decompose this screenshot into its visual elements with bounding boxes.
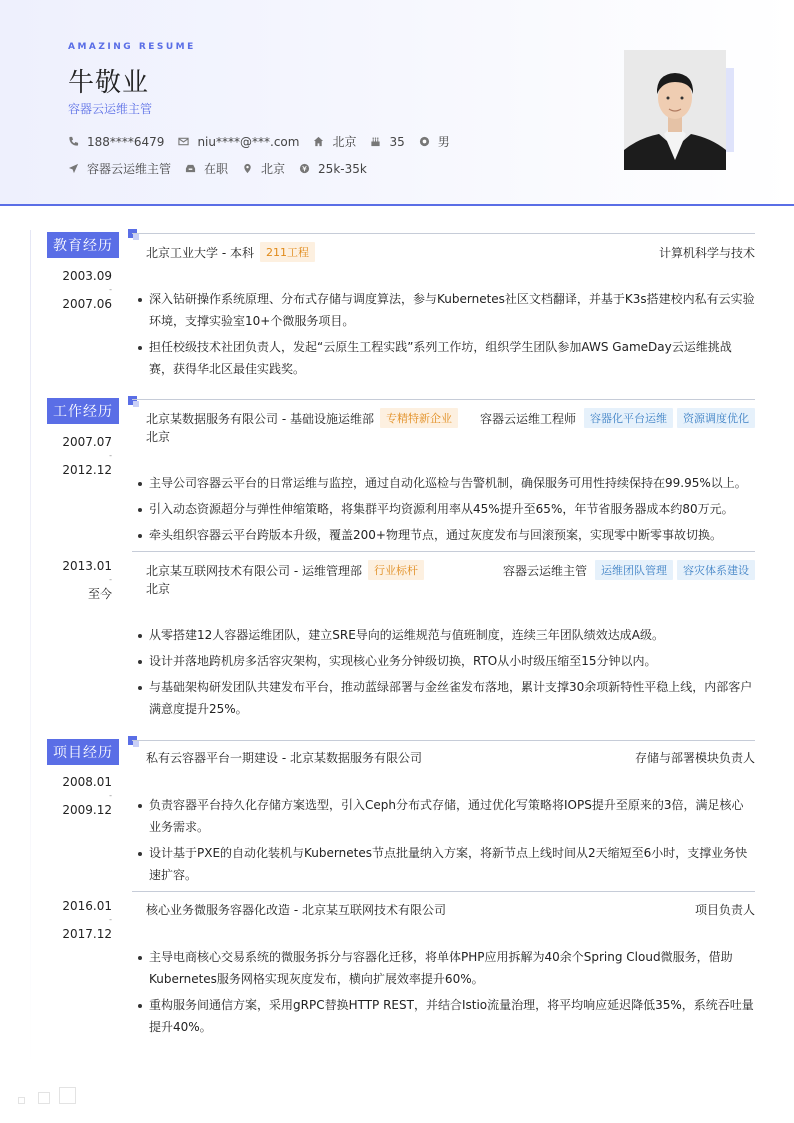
work-date-1: 2007.07 - 2012.12	[62, 435, 112, 477]
section-divider	[132, 233, 755, 234]
salary-info	[299, 162, 367, 176]
entry-divider	[132, 551, 755, 552]
footer-decoration	[18, 1097, 25, 1104]
list-item: 主导公司容器云平台的日常运维与监控，通过自动化巡检与告警机制，确保服务可用性持续保持在99.95%以上。	[137, 472, 755, 494]
cake-icon	[370, 136, 381, 147]
candidate-title: 容器云运维主管	[68, 102, 153, 116]
list-item: 担任校级技术社团负责人，发起“云原生工程实践”系列工作坊，组织学生团队参加AWS GameDay云运维挑战赛，获得华北区最佳实践奖。	[137, 336, 755, 380]
home-icon	[313, 136, 324, 147]
phone-icon	[68, 136, 79, 147]
gender-info	[419, 133, 450, 150]
target-position: 容器云运维主管	[87, 162, 172, 176]
hometown: 北京	[332, 135, 357, 149]
project-bullets-1	[137, 794, 755, 890]
section-title-projects: 项目经历	[47, 739, 119, 765]
project-entry-header-1	[146, 749, 755, 766]
skill-tag: 容器化平台运维	[584, 408, 673, 428]
resume-header	[0, 0, 794, 206]
project-name: 核心业务微服务容器化改造 - 北京某互联网技术有限公司	[146, 903, 446, 917]
expected-salary: 25k-35k	[318, 161, 367, 176]
phone-info	[68, 135, 164, 149]
age: 35	[389, 134, 405, 149]
work-city: 北京	[146, 582, 171, 596]
project-name: 私有云容器平台一期建设 - 北京某数据服务有限公司	[146, 751, 422, 765]
company-name: 北京某数据服务有限公司 - 基础设施运维部	[146, 411, 374, 426]
education-bullets	[137, 288, 755, 384]
work-entry-header-1	[146, 408, 755, 428]
project-role: 存储与部署模块负责人	[634, 751, 755, 765]
age-info	[370, 135, 404, 149]
target-city: 北京	[261, 162, 286, 176]
footer-decoration	[38, 1092, 50, 1104]
project-date-1: 2008.01 - 2009.12	[62, 775, 112, 817]
section-marker	[128, 396, 137, 405]
salary-icon	[299, 163, 310, 174]
list-item: 主导电商核心交易系统的微服务拆分与容器化迁移，将单体PHP应用拆解为40余个Spring Cloud微服务，借助Kubernetes服务网格实现灰度发布，横向扩展效率提升60%。	[137, 946, 755, 990]
work-date-2: 2013.01 - 至今	[62, 559, 112, 601]
school-name: 北京工业大学 - 本科	[146, 245, 254, 260]
list-item: 设计并落地跨机房多活容灾架构，实现核心业务分钟级切换，RTO从小时级压缩至15分钟以内。	[137, 650, 755, 672]
company-badge: 行业标杆	[368, 560, 424, 580]
skill-tag: 容灾体系建设	[677, 560, 755, 580]
job-role: 容器云运维主管	[502, 563, 587, 578]
send-icon	[68, 163, 79, 174]
project-date-2: 2016.01 - 2017.12	[62, 899, 112, 941]
email-info	[178, 135, 299, 149]
work-bullets-1	[137, 472, 755, 550]
project-role: 项目负责人	[694, 903, 755, 917]
target-city-info	[242, 160, 285, 177]
education-entry-header	[146, 242, 755, 262]
list-item: 牵头组织容器云平台跨版本升级，覆盖200+物理节点，通过灰度发布与回滚预案，实现零中断零事故切换。	[137, 524, 755, 546]
section-title-education: 教育经历	[47, 232, 119, 258]
location-pin-icon	[242, 163, 253, 174]
mail-icon	[178, 136, 189, 147]
gender: 男	[437, 135, 450, 149]
company-name: 北京某互联网技术有限公司 - 运维管理部	[146, 563, 362, 578]
section-divider	[132, 399, 755, 400]
employment-status: 在职	[204, 162, 229, 176]
profile-photo	[624, 50, 726, 170]
phone-number: 188****6479	[87, 134, 165, 149]
skill-tag: 资源调度优化	[677, 408, 755, 428]
gender-icon	[419, 136, 430, 147]
school-badge: 211工程	[260, 242, 315, 262]
target-position-info	[68, 160, 171, 177]
skill-tag: 运维团队管理	[595, 560, 673, 580]
list-item: 深入钻研操作系统原理、分布式存储与调度算法，参与Kubernetes社区文档翻译，并基于K3s搭建校内私有云实验环境，支撑实验室10+个微服务项目。	[137, 288, 755, 332]
inbox-icon	[185, 163, 196, 174]
project-bullets-2	[137, 946, 755, 1042]
side-decoration-line	[30, 230, 31, 1070]
job-info-row	[68, 160, 381, 177]
education-date: 2003.09 - 2007.06	[62, 269, 112, 311]
footer-decoration	[59, 1087, 76, 1104]
work-bullets-2	[137, 624, 755, 724]
major: 计算机科学与技术	[658, 245, 755, 260]
section-divider	[132, 740, 755, 741]
job-role: 容器云运维工程师	[479, 411, 576, 426]
list-item: 从零搭建12人容器运维团队，建立SRE导向的运维规范与值班制度，连续三年团队绩效达成A级。	[137, 624, 755, 646]
candidate-name: 牛敬业	[68, 68, 150, 98]
entry-divider	[132, 891, 755, 892]
list-item: 引入动态资源超分与弹性伸缩策略，将集群平均资源利用率从45%提升至65%，年节省服务器成本约80万元。	[137, 498, 755, 520]
work-city: 北京	[146, 430, 171, 444]
project-entry-header-2	[146, 901, 755, 918]
email-address: niu****@***.com	[197, 134, 300, 149]
resume-tagline: AMAZING RESUME	[68, 42, 196, 52]
work-entry-header-2	[146, 560, 755, 580]
list-item: 设计基于PXE的自动化装机与Kubernetes节点批量纳入方案，将新节点上线时间从2天缩短至6小时，支撑业务快速扩容。	[137, 842, 755, 886]
list-item: 负责容器平台持久化存储方案选型，引入Ceph分布式存储，通过优化写策略将IOPS提升至原来的3倍，满足核心业务需求。	[137, 794, 755, 838]
contact-info-row	[68, 133, 464, 150]
status-info	[185, 160, 228, 177]
section-title-work: 工作经历	[47, 398, 119, 424]
list-item: 重构服务间通信方案，采用gRPC替换HTTP REST，并结合Istio流量治理，将平均响应延迟降低35%，系统吞吐量提升40%。	[137, 994, 755, 1038]
hometown-info	[313, 133, 356, 150]
list-item: 与基础架构研发团队共建发布平台，推动蓝绿部署与金丝雀发布落地，累计支撑30余项新特性平稳上线，内部客户满意度提升25%。	[137, 676, 755, 720]
company-badge: 专精特新企业	[380, 408, 458, 428]
